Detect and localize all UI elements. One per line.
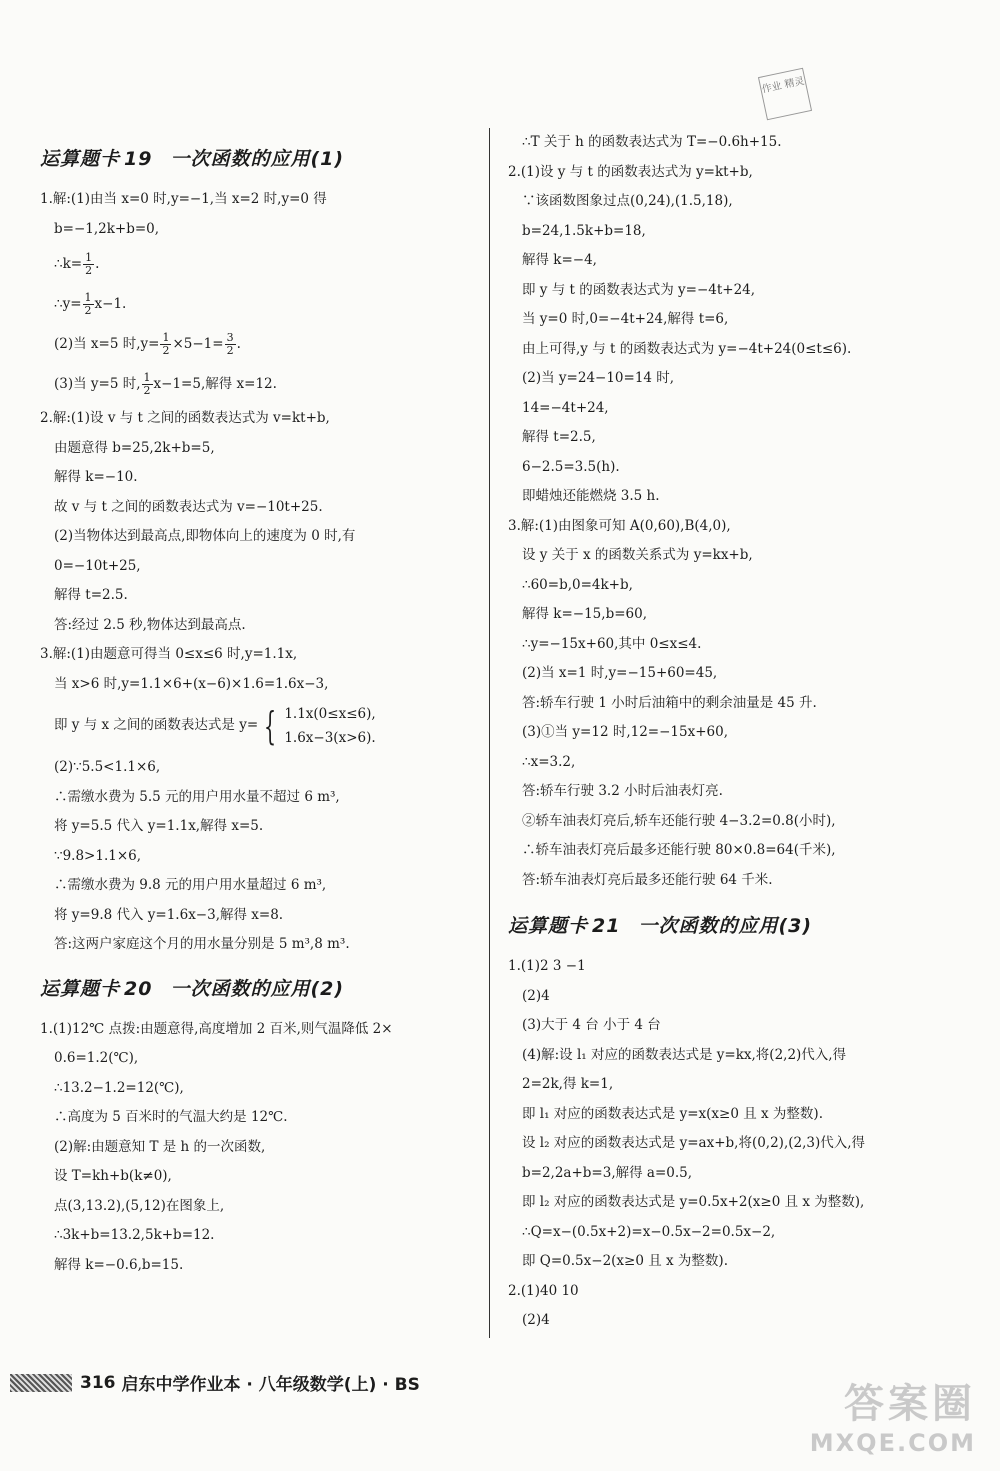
text-line: (2)解:由题意知 T 是 h 的一次函数, [54, 1138, 266, 1155]
text-line: (3)大于 4 台 小于 4 台 [522, 1017, 661, 1033]
footer-pattern-icon [10, 1374, 72, 1392]
text-line: 答:这两户家庭这个月的用水量分别是 5 m³,8 m³. [54, 936, 350, 952]
text-line: 设 y 关于 x 的函数关系式为 y=kx+b, [522, 547, 753, 563]
text-line: 1.(1)12℃ 点拨:由题意得,高度增加 2 百米,则气温降低 2× [40, 1020, 393, 1037]
fraction: $\frac{1}{2}$ [162, 331, 170, 357]
text-line: (2)4 [522, 987, 550, 1004]
text-line: 即蜡烛还能燃烧 3.5 h. [522, 488, 660, 504]
text-line: 答:轿车行驶 3.2 小时后油表灯亮. [522, 783, 723, 799]
text-line: 2=2k,得 k=1, [522, 1076, 614, 1092]
text-line: ∴需缴水费为 5.5 元的用户用水量不超过 6 m³, [54, 788, 340, 805]
formula-line: (2)当 x=5 时,y= $\frac{1}{2}$ ×5−1= $\frac{3}{2}$ . [54, 331, 241, 357]
text-line: 1.解:(1)由当 x=0 时,y=−1,当 x=2 时,y=0 得 [40, 191, 327, 207]
fraction: $\frac{3}{2}$ [226, 331, 234, 357]
text-line: ∴Q=x−(0.5x+2)=x−0.5x−2=0.5x−2, [522, 1223, 776, 1240]
text-line: 解得 t=2.5. [54, 587, 128, 603]
left-column [40, 140, 480, 1280]
column-divider [489, 128, 490, 1338]
text-line: 当 y=0 时,0=−4t+24,解得 t=6, [522, 311, 729, 327]
text-line: 答:轿车行驶 1 小时后油箱中的剩余油量是 45 升. [522, 694, 817, 711]
text-line: 即 l₁ 对应的函数表达式是 y=x(x≥0 且 x 为整数). [522, 1105, 823, 1122]
text-line: 将 y=5.5 代入 y=1.1x,解得 x=5. [54, 818, 264, 834]
text-line: ∴x=3.2, [522, 753, 576, 770]
text-line: ∵该函数图象过点(0,24),(1.5,18), [522, 193, 733, 209]
text-line: 点(3,13.2),(5,12)在图象上, [54, 1197, 225, 1214]
text-line: 故 v 与 t 之间的函数表达式为 v=−10t+25. [54, 498, 323, 515]
text-line: ∴高度为 5 百米时的气温大约是 12℃. [54, 1109, 288, 1125]
stamp-logo: 作业 精灵 [758, 68, 812, 121]
text-line: 0=−10t+25, [54, 557, 141, 574]
text-line: 1.(1)2 3 −1 [508, 958, 586, 974]
text-line: ∴T 关于 h 的函数表达式为 T=−0.6h+15. [522, 134, 782, 150]
text-line: b=2,2a+b=3,解得 a=0.5, [522, 1164, 693, 1181]
page-number: 316 [80, 1372, 116, 1393]
text-line: 设 l₂ 对应的函数表达式是 y=ax+b,将(0,2),(2,3)代入,得 [522, 1135, 866, 1151]
formula-line: ∴k= $\frac{1}{2}$ . [54, 251, 100, 277]
text-line: 2.(1)设 y 与 t 的函数表达式为 y=kt+b, [508, 163, 753, 180]
text-line: 即 l₂ 对应的函数表达式是 y=0.5x+2(x≥0 且 x 为整数), [522, 1194, 865, 1210]
text-line: (2)当 x=1 时,y=−15+60=45, [522, 665, 718, 681]
text-line: 3.解:(1)由图象可知 A(0,60),B(4,0), [508, 517, 731, 534]
fraction: $\frac{1}{2}$ [85, 251, 93, 277]
text-line: 解得 k=−10. [54, 469, 138, 485]
text-line: 解得 k=−4, [522, 252, 597, 268]
text-line: (3)①当 y=12 时,12=−15x+60, [522, 724, 728, 740]
watermark: 答案圈 MXQE.COM [809, 1381, 976, 1457]
text-line: 答:经过 2.5 秒,物体达到最高点. [54, 616, 246, 633]
text-line: b=24,1.5k+b=18, [522, 222, 646, 239]
text-line: 0.6=1.2(℃), [54, 1050, 139, 1066]
text-line: ∴y=−15x+60,其中 0≤x≤4. [522, 635, 702, 652]
text-line: (2)当 y=24−10=14 时, [522, 370, 675, 386]
text-line: 将 y=9.8 代入 y=1.6x−3,解得 x=8. [54, 906, 284, 923]
text-line: 设 T=kh+b(k≠0), [54, 1168, 172, 1184]
section-heading-21: 运算题卡 21 一次函数的应用(3) [508, 915, 813, 937]
section-heading-20: 运算题卡 20 一次函数的应用(2) [40, 977, 345, 1000]
formula-line: ∴y= $\frac{1}{2}$ x−1. [54, 291, 127, 317]
text-line: 2.(1)40 10 [508, 1282, 579, 1299]
text-line: (2)当物体达到最高点,即物体向上的速度为 0 时,有 [54, 528, 356, 544]
piecewise-line: 即 y 与 x 之间的函数表达式是 y= { 1.1x(0≤x≤6), 1.6x−3(x>6). [54, 704, 376, 748]
text-line: 答:轿车油表灯亮后最多还能行驶 64 千米. [522, 871, 773, 888]
text-line: 解得 k=−15,b=60, [522, 606, 647, 622]
text-line: 由题意得 b=25,2k+b=5, [54, 439, 215, 456]
text-line: 当 x>6 时,y=1.1×6+(x−6)×1.6=1.6x−3, [54, 675, 329, 692]
text-line: 6−2.5=3.5(h). [522, 458, 620, 475]
formula-line: (3)当 y=5 时, $\frac{1}{2}$ x−1=5,解得 x=12. [54, 371, 277, 397]
text-line: 3.解:(1)由题意可得当 0≤x≤6 时,y=1.1x, [40, 646, 298, 662]
text-line: b=−1,2k+b=0, [54, 220, 160, 237]
text-line: 即 Q=0.5x−2(x≥0 且 x 为整数). [522, 1253, 728, 1269]
text-line: 2.解:(1)设 v 与 t 之间的函数表达式为 v=kt+b, [40, 410, 330, 426]
text-line: 由上可得,y 与 t 的函数表达式为 y=−4t+24(0≤t≤6). [522, 340, 852, 357]
section-heading-19: 运算题卡 19 一次函数的应用(1) [40, 148, 345, 170]
piecewise-brace: { 1.1x(0≤x≤6), 1.6x−3(x>6). [264, 704, 376, 748]
text-line: (4)解:设 l₁ 对应的函数表达式是 y=kx,将(2,2)代入,得 [522, 1046, 847, 1063]
text-line: 14=−4t+24, [522, 399, 609, 416]
text-line: (2)∵5.5<1.1×6, [54, 759, 161, 775]
text-line: (2)4 [522, 1312, 550, 1328]
text-line: ∴13.2−1.2=12(℃), [54, 1079, 184, 1096]
text-line: ②轿车油表灯亮后,轿车还能行驶 4−3.2=0.8(小时), [522, 812, 836, 829]
text-line: ∵9.8>1.1×6, [54, 847, 142, 864]
text-line: ∴3k+b=13.2,5k+b=12. [54, 1227, 215, 1243]
text-line: ∴需缴水费为 9.8 元的用户用水量超过 6 m³, [54, 877, 327, 893]
fraction: $\frac{1}{2}$ [84, 291, 92, 317]
text-line: 解得 t=2.5, [522, 429, 596, 445]
right-column [508, 128, 958, 1336]
text-line: ∴60=b,0=4k+b, [522, 576, 633, 593]
text-line: ∴轿车油表灯亮后最多还能行驶 80×0.8=64(千米), [522, 842, 836, 858]
text-line: 解得 k=−0.6,b=15. [54, 1256, 184, 1273]
page-footer [10, 1370, 420, 1395]
book-title: 启东中学作业本 · 八年级数学(上) · BS [121, 1375, 420, 1395]
text-line: 即 y 与 t 的函数表达式为 y=−4t+24, [522, 281, 756, 298]
fraction: $\frac{1}{2}$ [143, 371, 151, 397]
